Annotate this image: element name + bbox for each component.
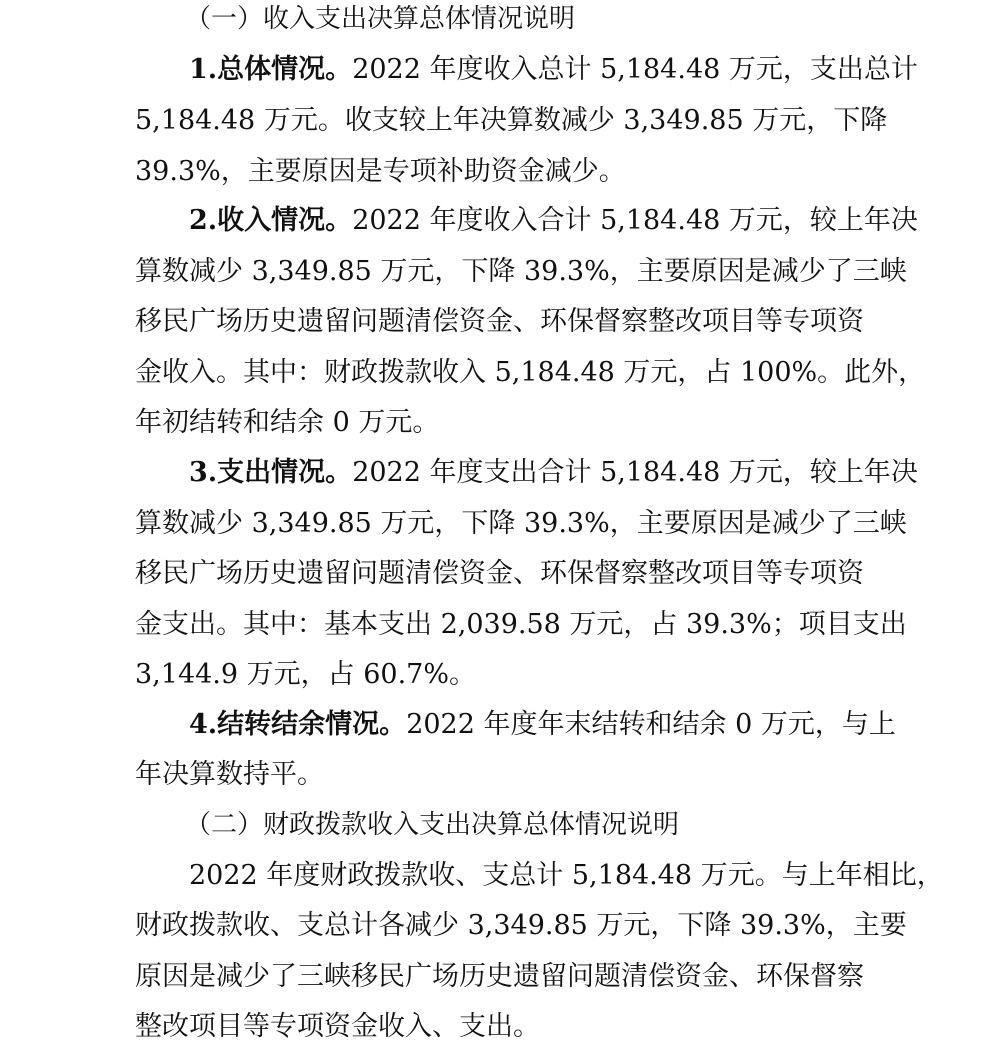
paragraph-income-line-3: 移民广场历史遗留问题清偿资金、环保督察整改项目等专项资: [135, 306, 864, 337]
paragraph-expense-line-2: 算数减少 3,349.85 万元，下降 39.3%，主要原因是减少了三峡: [135, 508, 907, 539]
paragraph-text: 2022 年度收入合计 5,184.48 万元，较上年决: [352, 205, 918, 236]
paragraph-overall-line-1: [189, 53, 918, 87]
paragraph-overall-line-3: 39.3%，主要原因是专项补助资金减少。: [135, 156, 626, 187]
paragraph-overall-line-2: 5,184.48 万元。收支较上年决算数减少 3,349.85 万元，下降: [135, 105, 888, 136]
paragraph-income-line-5: 年初结转和结余 0 万元。: [135, 407, 440, 438]
paragraph-expense-line-1: [189, 456, 918, 490]
paragraph-text: 2022 年度收入总计 5,184.48 万元，支出总计: [352, 54, 918, 85]
paragraph-expense-line-5: 3,144.9 万元，占 60.7%。: [135, 659, 476, 690]
paragraph-income-line-1: [189, 204, 918, 238]
paragraph-carryover-line-1: [189, 708, 896, 742]
section-heading-1: （一）收入支出决算总体情况说明: [185, 4, 576, 34]
paragraph-lead-expense: 3.支出情况。: [189, 457, 353, 488]
paragraph-fiscal-line-2: 财政拨款收、支总计各减少 3,349.85 万元，下降 39.3%，主要: [135, 910, 907, 941]
paragraph-income-line-2: 算数减少 3,349.85 万元，下降 39.3%，主要原因是减少了三峡: [135, 256, 907, 287]
paragraph-text: 2022 年度年末结转和结余 0 万元，与上: [406, 709, 896, 740]
paragraph-lead-income: 2.收入情况。: [189, 205, 353, 236]
paragraph-carryover-line-2: 年决算数持平。: [135, 759, 324, 790]
section-heading-2: （二）财政拨款收入支出决算总体情况说明: [185, 810, 680, 840]
paragraph-lead-carryover: 4.结转结余情况。: [189, 709, 407, 740]
paragraph-fiscal-line-1: 2022 年度财政拨款收、支总计 5,184.48 万元。与上年相比，: [189, 860, 944, 891]
paragraph-text: 2022 年度支出合计 5,184.48 万元，较上年决: [352, 457, 918, 488]
paragraph-lead-overall: 1.总体情况。: [189, 54, 353, 85]
paragraph-expense-line-3: 移民广场历史遗留问题清偿资金、环保督察整改项目等专项资: [135, 558, 864, 589]
paragraph-expense-line-4: 金支出。其中：基本支出 2,039.58 万元，占 39.3%；项目支出: [135, 609, 907, 640]
paragraph-fiscal-line-4: 整改项目等专项资金收入、支出。: [135, 1011, 540, 1042]
paragraph-income-line-4: 金收入。其中：财政拨款收入 5,184.48 万元，占 100%。此外，: [135, 357, 926, 388]
paragraph-fiscal-line-3: 原因是减少了三峡移民广场历史遗留问题清偿资金、环保督察: [135, 961, 864, 992]
